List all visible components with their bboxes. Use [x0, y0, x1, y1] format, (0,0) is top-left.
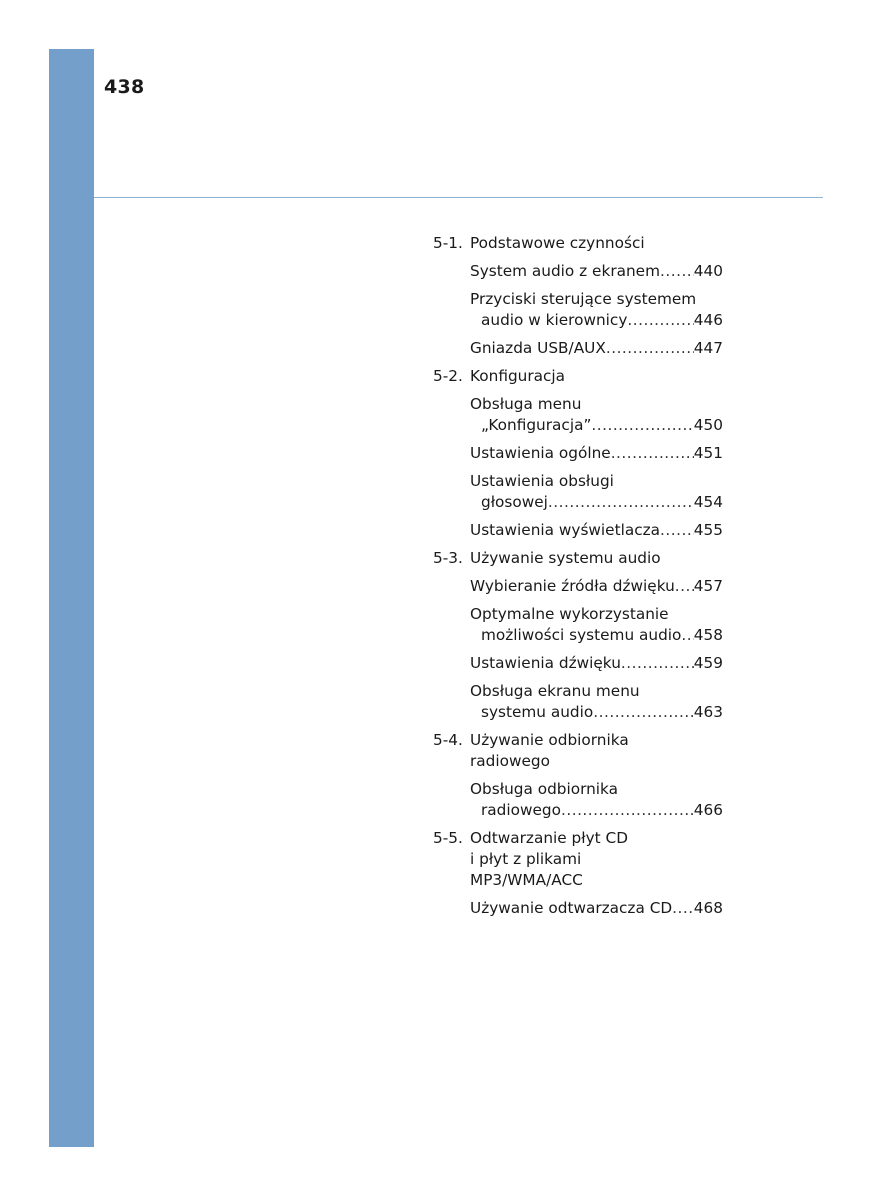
toc-section-heading[interactable] [433, 548, 723, 569]
toc-entry[interactable] [433, 520, 723, 541]
toc-page-number: 459 [693, 654, 723, 672]
toc-entry[interactable] [433, 394, 723, 436]
toc-entry-label: Ustawienia dźwięku [470, 654, 621, 672]
dot-leader [561, 800, 694, 821]
toc-entry-text [470, 443, 723, 464]
toc-entry-line [470, 898, 723, 919]
dot-leader [621, 653, 694, 674]
toc-entry-line [470, 702, 723, 723]
toc-entry-text [470, 604, 723, 646]
dot-leader [660, 520, 694, 541]
toc-entry-text [470, 681, 723, 723]
toc-entry-line [470, 310, 723, 331]
toc-page-number: 454 [693, 493, 723, 511]
dot-leader [591, 415, 693, 436]
toc-section [433, 548, 723, 723]
toc-section-title: Odtwarzanie płyt CD i płyt z plikami MP3/WMA/ACC [470, 829, 628, 889]
table-of-contents [433, 233, 723, 926]
toc-page-number: 466 [693, 801, 723, 819]
toc-entry-line [470, 394, 723, 415]
toc-entry-label: radiowego [481, 801, 561, 819]
toc-entry-line [470, 471, 723, 492]
toc-page-number: 463 [693, 703, 723, 721]
toc-entry-line [470, 289, 723, 310]
toc-entry-line [470, 415, 723, 436]
toc-entry[interactable] [433, 443, 723, 464]
toc-section [433, 366, 723, 541]
toc-section-number: 5-1. [433, 234, 463, 252]
toc-entry-line [470, 261, 723, 282]
toc-entry-line [470, 681, 723, 702]
dot-leader [548, 492, 694, 513]
toc-section-number: 5-4. [433, 731, 463, 749]
toc-page-number: 450 [693, 416, 723, 434]
toc-entry-text [470, 289, 723, 331]
toc-entry-line [470, 338, 723, 359]
toc-entry-label: Wybieranie źródła dźwięku [470, 577, 675, 595]
toc-entry-line [470, 779, 723, 800]
toc-entry[interactable] [433, 779, 723, 821]
toc-entry-line [470, 625, 723, 646]
toc-page-number: 455 [693, 521, 723, 539]
toc-section-heading[interactable] [433, 366, 723, 387]
toc-entry-label: Gniazda USB/AUX [470, 339, 606, 357]
page-number: 438 [104, 76, 145, 98]
toc-entry-label: Używanie odtwarzacza CD [470, 899, 673, 917]
toc-entry[interactable] [433, 898, 723, 919]
toc-section-title: Używanie odbiornika radiowego [470, 731, 629, 770]
toc-entry[interactable] [433, 338, 723, 359]
toc-entry[interactable] [433, 576, 723, 597]
toc-section [433, 233, 723, 359]
toc-page-number: 468 [693, 899, 723, 917]
toc-section [433, 730, 723, 821]
toc-entry-label: systemu audio [481, 703, 594, 721]
toc-section-heading[interactable] [433, 730, 723, 772]
dot-leader [606, 338, 694, 359]
toc-entry-line [470, 492, 723, 513]
toc-entry-label: Optymalne wykorzystanie [470, 605, 669, 623]
toc-entry[interactable] [433, 471, 723, 513]
toc-entry-text [470, 394, 723, 436]
toc-entry-text [470, 261, 723, 282]
toc-entry-text [470, 779, 723, 821]
toc-entry-text [470, 471, 723, 513]
toc-page-number: 457 [693, 577, 723, 595]
toc-entry[interactable] [433, 261, 723, 282]
dot-leader [593, 702, 694, 723]
toc-entry-line [470, 520, 723, 541]
toc-page-number: 451 [693, 444, 723, 462]
toc-entry[interactable] [433, 681, 723, 723]
toc-section-number: 5-3. [433, 549, 463, 567]
toc-page-number: 440 [693, 262, 723, 280]
toc-section-heading[interactable] [433, 233, 723, 254]
toc-section-number: 5-5. [433, 829, 463, 847]
toc-page-number: 458 [693, 626, 723, 644]
toc-section-title: Używanie systemu audio [470, 549, 661, 567]
toc-entry-label: „Konfiguracja” [481, 416, 592, 434]
toc-entry-line [470, 443, 723, 464]
toc-entry-label: Obsługa odbiornika [470, 780, 619, 798]
toc-page-number: 446 [693, 311, 723, 329]
header-rule [94, 197, 823, 198]
dot-leader [627, 310, 693, 331]
toc-entry-label: Ustawienia ogólne [470, 444, 611, 462]
toc-page-number: 447 [693, 339, 723, 357]
toc-entry-label: głosowej [481, 493, 548, 511]
toc-entry[interactable] [433, 289, 723, 331]
toc-entry-label: Obsługa menu [470, 395, 582, 413]
toc-entry-text [470, 520, 723, 541]
toc-entry-text [470, 898, 723, 919]
toc-section-number: 5-2. [433, 367, 463, 385]
toc-section [433, 828, 723, 919]
toc-entry-label: Obsługa ekranu menu [470, 682, 640, 700]
toc-entry-label: Ustawienia wyświetlacza [470, 521, 661, 539]
toc-entry-label: System audio z ekranem [470, 262, 660, 280]
toc-section-title: Konfiguracja [470, 367, 566, 385]
toc-section-heading[interactable] [433, 828, 723, 891]
toc-entry[interactable] [433, 604, 723, 646]
dot-leader [660, 261, 694, 282]
dot-leader [675, 576, 694, 597]
toc-entry-line [470, 800, 723, 821]
toc-entry-text [470, 576, 723, 597]
toc-entry[interactable] [433, 653, 723, 674]
toc-entry-text [470, 338, 723, 359]
chapter-side-bar [49, 49, 94, 1147]
toc-entry-line [470, 604, 723, 625]
toc-section-title: Podstawowe czynności [470, 234, 645, 252]
dot-leader [681, 625, 693, 646]
toc-entry-text [470, 653, 723, 674]
toc-entry-label: możliwości systemu audio [481, 626, 682, 644]
toc-entry-line [470, 653, 723, 674]
toc-entry-label: audio w kierownicy [481, 311, 628, 329]
toc-entry-line [470, 576, 723, 597]
toc-entry-label: Przyciski sterujące systemem [470, 290, 697, 308]
dot-leader [611, 443, 694, 464]
dot-leader [672, 898, 694, 919]
toc-entry-label: Ustawienia obsługi [470, 472, 614, 490]
